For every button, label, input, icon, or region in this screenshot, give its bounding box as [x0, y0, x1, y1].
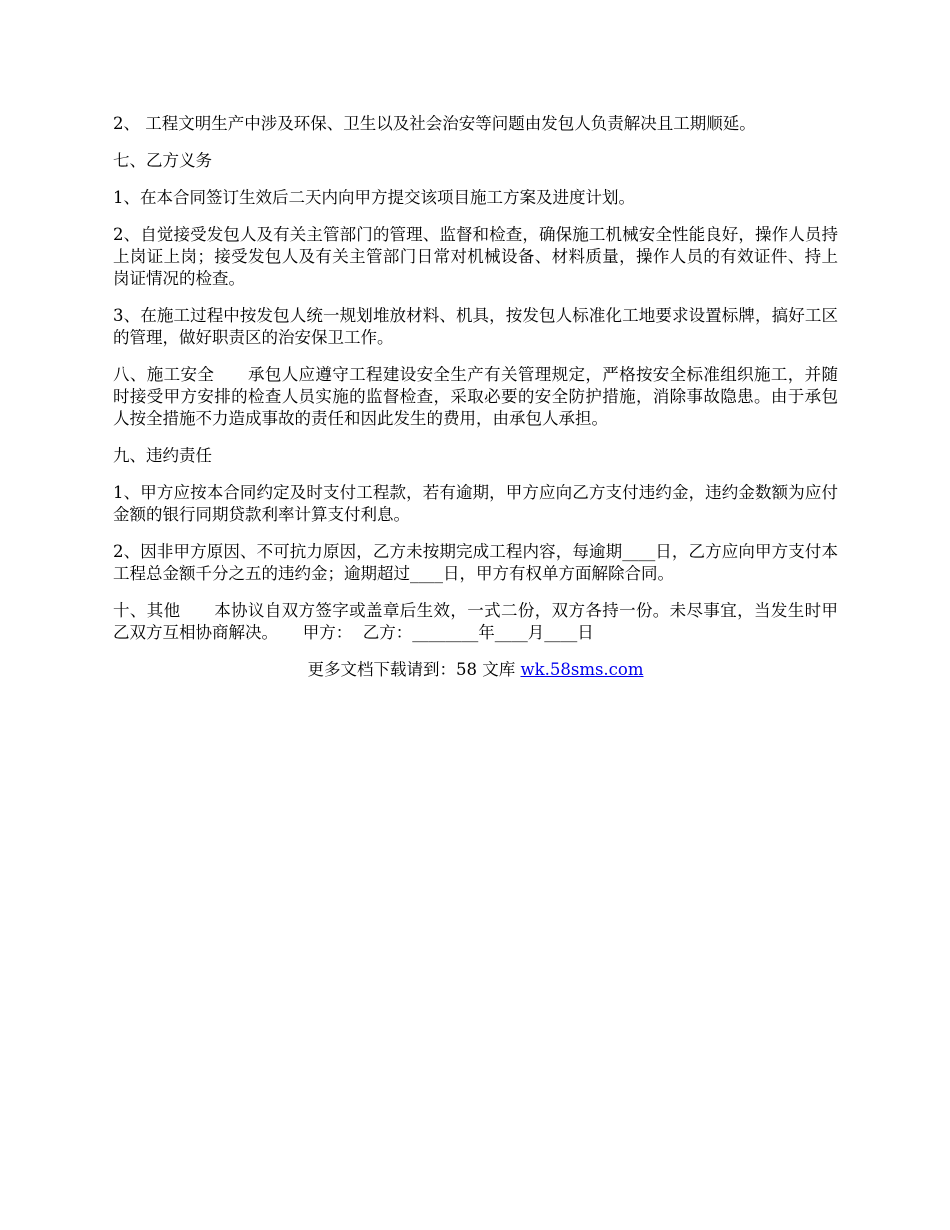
section-heading-breach-liability: 九、违约责任 — [113, 446, 212, 465]
paragraph-breach-1: 1、甲方应按本合同约定及时支付工程款，若有逾期，甲方应向乙方支付违约金，违约金数额为应付金额的银行同期贷款利率计算支付利息。 — [113, 483, 838, 524]
footer-download-note — [113, 659, 838, 681]
paragraph-clause-2: 2、 工程文明生产中涉及环保、卫生以及社会治安等问题由发包人负责解决且工期顺延。 — [113, 114, 756, 133]
paragraph-other-terms: 十、其他 本协议自双方签字或盖章后生效，一式二份，双方各持一份。未尽事宜，当发生时甲乙双方互相协商解决。 甲方： 乙方：________年____月____日 — [113, 601, 838, 642]
paragraph-breach-2: 2、因非甲方原因、不可抗力原因，乙方未按期完成工程内容，每逾期____日，乙方应向甲方支付本工程总金额千分之五的违约金；逾期超过____日，甲方有权单方面解除合同。 — [113, 542, 838, 583]
document-page — [113, 113, 838, 681]
paragraph-obligation-1: 1、在本合同签订生效后二天内向甲方提交该项目施工方案及进度计划。 — [113, 188, 635, 207]
paragraph-obligation-3: 3、在施工过程中按发包人统一规划堆放材料、机具，按发包人标准化工地要求设置标牌，搞好工区的管理，做好职责区的治安保卫工作。 — [113, 306, 838, 347]
footer-website-link[interactable]: wk.58sms.com — [520, 660, 644, 679]
section-heading-party-b-obligations: 七、乙方义务 — [113, 151, 212, 170]
paragraph-obligation-2: 2、自觉接受发包人及有关主管部门的管理、监督和检查，确保施工机械安全性能良好，操作人员持上岗证上岗；接受发包人及有关主管部门日常对机械设备、材料质量，操作人员的有效证件、持上岗证情况的检查。 — [113, 225, 838, 288]
footer-prefix: 更多文档下载请到：58 文库 — [307, 660, 521, 679]
paragraph-construction-safety: 八、施工安全 承包人应遵守工程建设安全生产有关管理规定，严格按安全标准组织施工，并随时接受甲方安排的检查人员实施的监督检查，采取必要的安全防护措施，消除事故隐患。由于承包人按全措施不力造成事故的责任和因此发生的费用，由承包人承担。 — [113, 365, 838, 428]
